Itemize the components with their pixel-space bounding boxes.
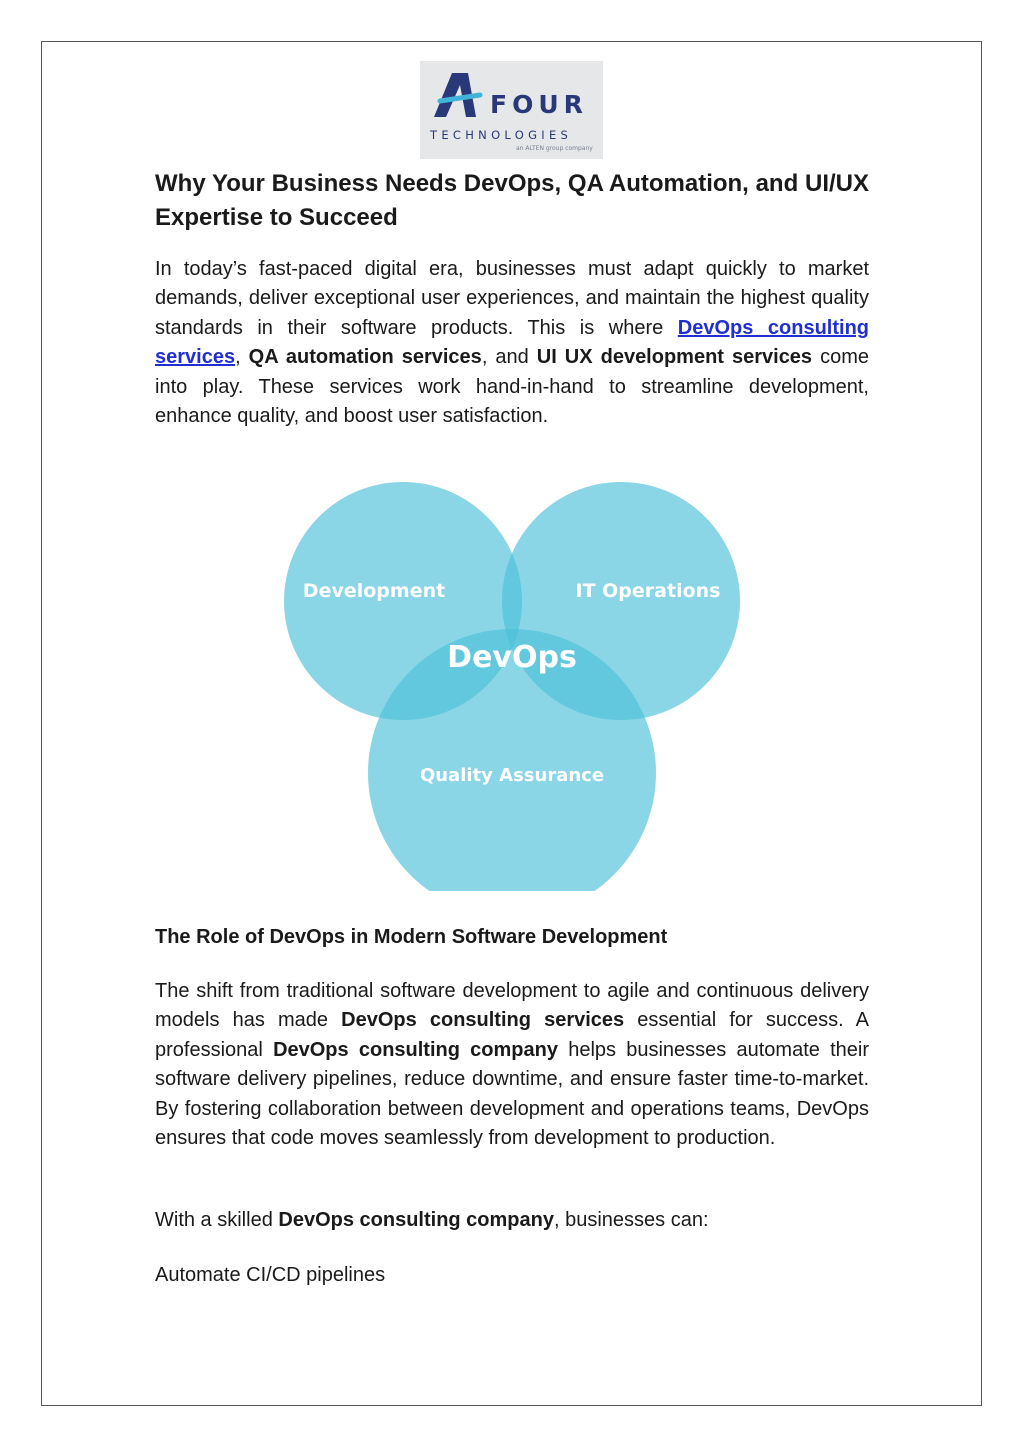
role-text-3: helps businesses automate their software delivery pipelines, reduce downtime, and ensure faster time-to-market. By fostering collaboration between development and operations teams, DevOps ensures that code moves seamlessly from development to production.	[155, 1038, 869, 1150]
intro-bold-uiux: UI UX development services	[536, 346, 813, 369]
skilled-company-paragraph	[155, 1206, 869, 1235]
logo-subtitle: an ALTEN group company	[516, 145, 593, 152]
intro-paragraph	[155, 255, 869, 431]
devops-venn-diagram	[284, 459, 740, 891]
company-logo	[420, 61, 603, 159]
intro-text-3: , and	[481, 346, 537, 369]
role-text-2: essential for success. A professional	[155, 1009, 869, 1061]
logo-a-mark-icon	[430, 65, 490, 125]
venn-label-devops: DevOps	[447, 640, 577, 675]
venn-label-it-operations: IT Operations	[575, 580, 721, 602]
logo-wordmark: FOUR	[490, 90, 588, 119]
skilled-bold-company: DevOps consulting company	[278, 1209, 554, 1231]
role-bold-consulting-services: DevOps consulting services	[341, 1009, 625, 1032]
skilled-text-2: , businesses can:	[553, 1209, 709, 1231]
intro-bold-qa: QA automation services	[248, 346, 482, 369]
intro-text-2: ,	[235, 346, 249, 369]
venn-label-quality-assurance: Quality Assurance	[419, 765, 605, 786]
role-text-1: The shift from traditional software development to agile and continuous delivery models has made	[155, 980, 869, 1032]
intro-text-4: come into play. These services work hand-in-hand to streamline development, enhance quality, and boost user satisfaction.	[155, 346, 869, 428]
intro-text-1: In today’s fast-paced digital era, businesses must adapt quickly to market demands, deliver exceptional user experiences, and maintain the highest quality standards in their software products. This is where	[155, 258, 869, 339]
page-title: Why Your Business Needs DevOps, QA Automation, and UI/UX Expertise to Succeed	[155, 170, 869, 231]
logo-tagline: TECHNOLOGIES	[430, 128, 573, 142]
section-heading-devops-role: The Role of DevOps in Modern Software Development	[155, 926, 668, 948]
skilled-text-1: With a skilled	[155, 1209, 279, 1231]
devops-consulting-link[interactable]: DevOps consulting services	[155, 316, 870, 369]
role-bold-consulting-company: DevOps consulting company	[273, 1038, 558, 1061]
devops-role-paragraph	[155, 977, 869, 1153]
venn-label-development: Development	[302, 580, 446, 602]
list-item: Automate CI/CD pipelines	[155, 1264, 386, 1286]
